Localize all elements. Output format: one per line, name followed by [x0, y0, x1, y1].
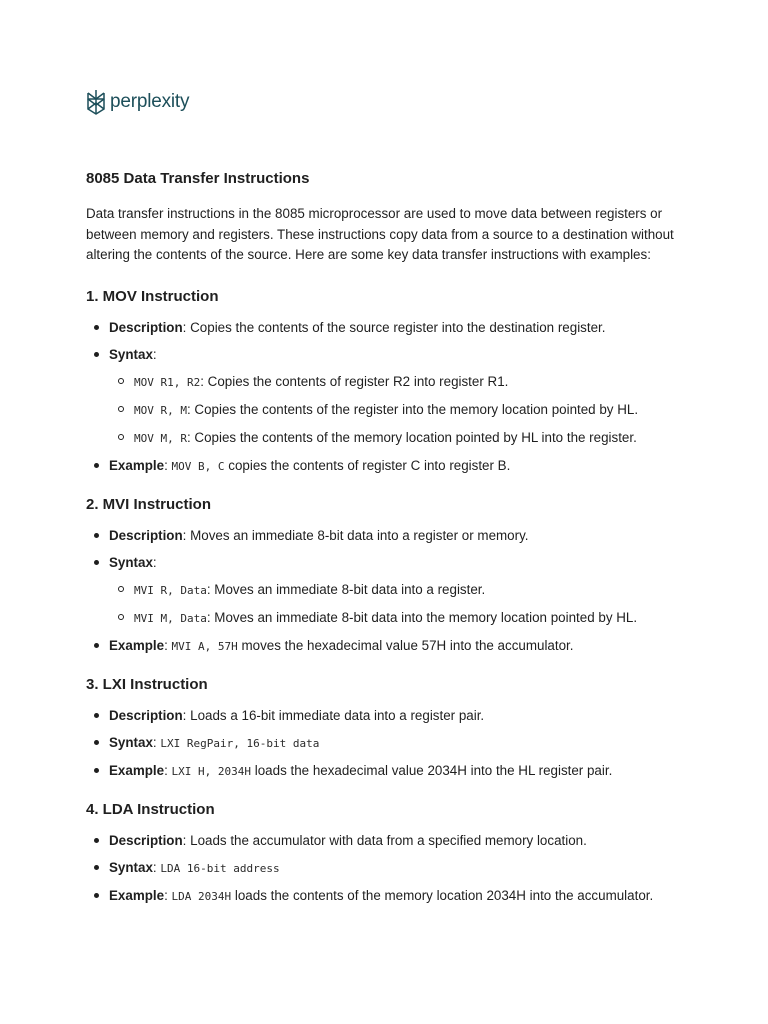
example-label: Example	[109, 887, 165, 903]
syntax-text: : Moves an immediate 8-bit data into a register.	[206, 581, 486, 597]
example-text: loads the hexadecimal value 2034H into the HL register pair.	[251, 762, 613, 778]
syntax-subitem	[109, 580, 686, 600]
description-text: Copies the contents of the source register into the destination register.	[190, 319, 606, 335]
syntax-code: MOV R1, R2	[134, 375, 201, 389]
example-text: loads the contents of the memory location 2034H into the accumulator.	[231, 887, 654, 903]
syntax-item: Syntax: LXI RegPair, 16-bit data	[86, 733, 686, 753]
syntax-label: Syntax	[109, 734, 153, 750]
syntax-item: Syntax: MOV R1, R2: Copies the contents of register R2 into register R1. MOV R, M: Copies the contents of the register into the memory location pointed by HL. MOV M, R: Copies the contents of the memory location pointed by HL into the register.	[86, 345, 686, 448]
description-item: Description: Copies the contents of the source register into the destination register.	[86, 318, 686, 337]
syntax-label: Syntax	[109, 859, 153, 875]
intro-paragraph: Data transfer instructions in the 8085 microprocessor are used to move data between registers or between memory and registers. These instructions copy data from a source to a destination without altering the contents of the source. Here are some key data transfer instructions with examples:	[86, 206, 674, 262]
section-list-mvi	[86, 526, 686, 656]
section-list-lda	[86, 831, 686, 906]
example-code: LXI H, 2034H	[171, 764, 252, 778]
brand-name: perplexity	[110, 91, 190, 112]
description-item: Description: Moves an immediate 8-bit data into a register or memory.	[86, 526, 686, 545]
perplexity-logo	[86, 89, 189, 115]
example-code: MVI A, 57H	[171, 639, 238, 653]
syntax-item: Syntax: LDA 16-bit address	[86, 858, 686, 878]
syntax-subitem	[109, 400, 686, 420]
example-label: Example	[109, 762, 165, 778]
syntax-code: LDA 16-bit address	[160, 861, 280, 875]
example-label: Example	[109, 637, 165, 653]
example-item: Example: MVI A, 57H moves the hexadecimal value 57H into the accumulator.	[86, 636, 686, 656]
syntax-label: Syntax	[109, 554, 153, 570]
section-heading-mvi: 2. MVI Instruction	[86, 495, 212, 513]
example-text: copies the contents of register C into register B.	[224, 457, 511, 473]
syntax-subitem	[109, 372, 686, 392]
syntax-item: Syntax: MVI R, Data: Moves an immediate 8-bit data into a register. MVI M, Data: Moves an immediate 8-bit data into the memory location pointed by HL.	[86, 553, 686, 628]
syntax-label: Syntax	[109, 346, 153, 362]
description-text: Loads a 16-bit immediate data into a register pair.	[190, 707, 485, 723]
syntax-list	[109, 580, 686, 628]
description-label: Description	[109, 707, 183, 723]
description-label: Description	[109, 319, 183, 335]
description-text: Moves an immediate 8-bit data into a register or memory.	[190, 527, 529, 543]
example-item: Example: MOV B, C copies the contents of register C into register B.	[86, 456, 686, 476]
section-list-lxi	[86, 706, 686, 781]
example-label: Example	[109, 457, 165, 473]
description-item: Description: Loads a 16-bit immediate data into a register pair.	[86, 706, 686, 725]
example-item: Example: LXI H, 2034H loads the hexadecimal value 2034H into the HL register pair.	[86, 761, 686, 781]
section-heading-lxi: 3. LXI Instruction	[86, 675, 208, 693]
section-list-mov	[86, 318, 686, 476]
syntax-code: MVI M, Data	[134, 611, 207, 625]
syntax-code: LXI RegPair, 16-bit data	[160, 736, 320, 750]
syntax-subitem	[109, 428, 686, 448]
syntax-text: : Copies the contents of the register into the memory location pointed by HL.	[186, 401, 639, 417]
syntax-code: MOV R, M	[134, 403, 187, 417]
example-code: LDA 2034H	[171, 889, 232, 903]
example-text: moves the hexadecimal value 57H into the accumulator.	[237, 637, 574, 653]
example-item: Example: LDA 2034H loads the contents of the memory location 2034H into the accumulator.	[86, 886, 686, 906]
section-heading-lda: 4. LDA Instruction	[86, 800, 215, 818]
syntax-text: : Copies the contents of register R2 into register R1.	[200, 373, 509, 389]
description-item: Description: Loads the accumulator with data from a specified memory location.	[86, 831, 686, 850]
description-label: Description	[109, 527, 183, 543]
page-title: 8085 Data Transfer Instructions	[86, 170, 310, 187]
perplexity-logo-icon	[86, 89, 106, 115]
syntax-text: : Copies the contents of the memory location pointed by HL into the register.	[186, 429, 637, 445]
syntax-code: MVI R, Data	[134, 583, 207, 597]
syntax-list	[109, 372, 686, 448]
description-label: Description	[109, 832, 183, 848]
description-text: Loads the accumulator with data from a specified memory location.	[190, 832, 587, 848]
syntax-code: MOV M, R	[134, 431, 187, 445]
section-heading-mov: 1. MOV Instruction	[86, 287, 219, 305]
syntax-text: : Moves an immediate 8-bit data into the memory location pointed by HL.	[206, 609, 638, 625]
article	[86, 168, 686, 924]
example-code: MOV B, C	[171, 459, 225, 473]
syntax-subitem	[109, 608, 686, 628]
